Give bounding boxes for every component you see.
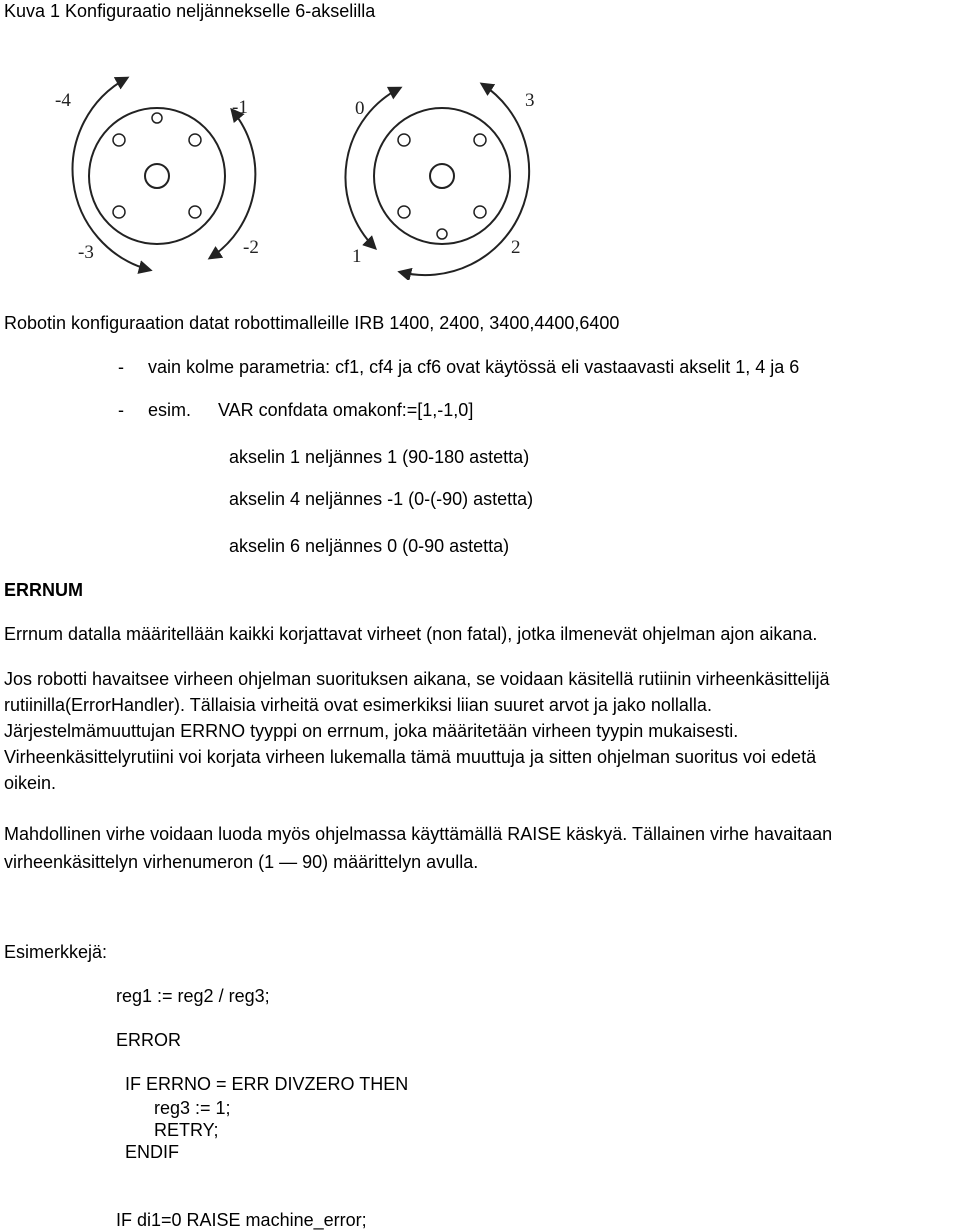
- rotation-arrow-icon: [345, 88, 400, 248]
- hole-icon: [189, 206, 201, 218]
- center-hole-icon: [430, 164, 454, 188]
- hole-icon: [474, 206, 486, 218]
- axis-line: akselin 6 neljännes 0 (0-90 astetta): [229, 536, 510, 556]
- wheel-outline: [89, 108, 225, 244]
- code-line: ERROR: [116, 1030, 182, 1050]
- axis-line: akselin 1 neljännes 1 (90-180 astetta): [229, 447, 530, 467]
- code-line: reg3 := 1;: [154, 1098, 231, 1118]
- bullet-prefix: esim.: [148, 400, 192, 420]
- right-wheel: [345, 84, 534, 275]
- wheel-label: 3: [525, 90, 535, 111]
- hole-icon: [113, 206, 125, 218]
- paragraph-line: Virheenkäsittelyrutiini voi korjata virheen lukemalla tämä muuttuja ja sitten ohjelman suoritus voi edetä: [4, 747, 817, 767]
- wheel-label: 1: [352, 246, 362, 267]
- section-heading: ERRNUM: [4, 580, 83, 600]
- paragraph: Errnum datalla määritellään kaikki korjattavat virheet (non fatal), jotka ilmenevät ohjelman ajon aikana.: [4, 624, 818, 644]
- hole-icon: [437, 229, 447, 239]
- left-wheel: [55, 78, 259, 270]
- hole-icon: [398, 206, 410, 218]
- axis-line: akselin 4 neljännes -1 (0-(-90) astetta): [229, 489, 534, 509]
- bullet-text: vain kolme parametria: cf1, cf4 ja cf6 ovat käytössä eli vastaavasti akselit 1, 4 ja 6: [148, 357, 800, 377]
- paragraph-line: Jos robotti havaitsee virheen ohjelman suorituksen aikana, se voidaan käsitellä rutiinin virheenkäsittelijä: [4, 669, 830, 689]
- intro-text: Robotin konfiguraation datat robottimalleille IRB 1400, 2400, 3400,4400,6400: [4, 313, 620, 333]
- hole-icon: [398, 134, 410, 146]
- wheel-label: -1: [232, 97, 248, 118]
- code-line: reg1 := reg2 / reg3;: [116, 986, 270, 1006]
- code-line: RETRY;: [154, 1120, 219, 1140]
- code-line: ENDIF: [125, 1142, 179, 1162]
- code-line: IF di1=0 RAISE machine_error;: [116, 1210, 367, 1230]
- paragraph: [4, 666, 956, 796]
- bullet-dash: -: [118, 400, 124, 420]
- examples-heading: Esimerkkejä:: [4, 942, 108, 962]
- paragraph-line: rutiinilla(ErrorHandler). Tällaisia virheitä ovat esimerkiksi liian suuret arvot ja jako nollalla.: [4, 695, 712, 715]
- hole-icon: [152, 113, 162, 123]
- hole-icon: [474, 134, 486, 146]
- paragraph-line: Järjestelmämuuttujan ERRNO tyyppi on errnum, joka määritetään virheen tyypin mukaisesti.: [4, 721, 739, 741]
- code-line: IF ERRNO = ERR DIVZERO THEN: [125, 1074, 409, 1094]
- paragraph-line: oikein.: [4, 773, 57, 793]
- wheel-label: 2: [511, 237, 521, 258]
- bullet-dash: -: [118, 357, 124, 377]
- paragraph-line: Mahdollinen virhe voidaan luoda myös ohjelmassa käyttämällä RAISE käskyä. Tällainen virhe havaitaan: [4, 824, 833, 844]
- hole-icon: [113, 134, 125, 146]
- wheel-label: -2: [243, 237, 259, 258]
- wheel-label: 0: [355, 98, 365, 119]
- paragraph-line: virheenkäsittelyn virhenumeron (1 — 90) määrittelyn avulla.: [4, 852, 479, 872]
- paragraph: [4, 820, 956, 876]
- configuration-figure: [0, 60, 560, 280]
- wheel-label: -4: [55, 90, 71, 111]
- bullet-text: VAR confdata omakonf:=[1,-1,0]: [218, 400, 474, 420]
- figure-caption: Kuva 1 Konfiguraatio neljännekselle 6-akselilla: [4, 1, 376, 21]
- center-hole-icon: [145, 164, 169, 188]
- wheel-label: -3: [78, 242, 94, 263]
- hole-icon: [189, 134, 201, 146]
- wheel-outline: [374, 108, 510, 244]
- rotation-arrow-icon: [210, 110, 255, 258]
